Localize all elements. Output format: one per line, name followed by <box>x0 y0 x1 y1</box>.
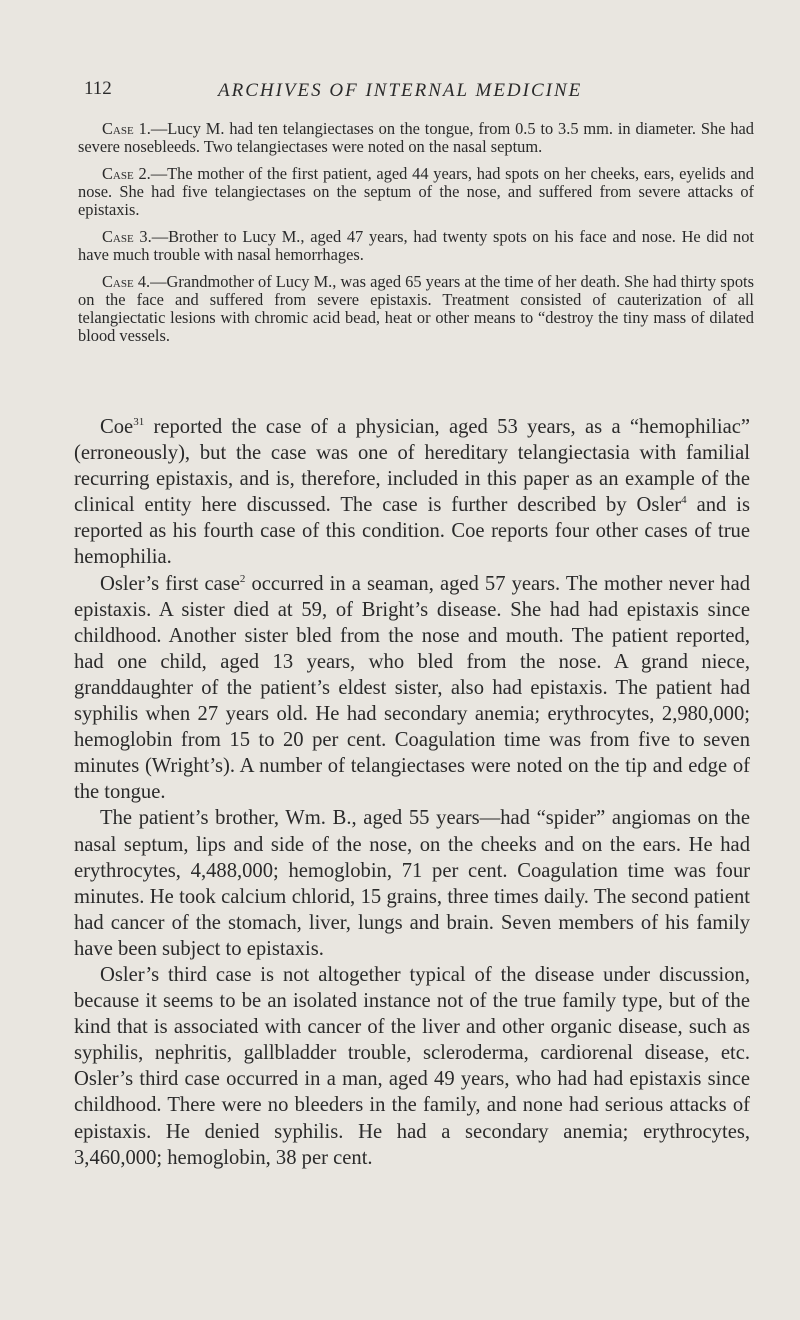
paragraph-text: Coe <box>100 416 134 438</box>
reference-superscript: 2 <box>239 572 246 585</box>
page-number: 112 <box>84 78 112 99</box>
paragraph-osler-third-case <box>74 962 750 1171</box>
case-report <box>78 165 754 219</box>
reference-superscript: 4 <box>681 494 687 507</box>
case-label: Case 3. <box>102 227 152 246</box>
case-label: Case 4. <box>102 272 151 291</box>
case-report <box>78 120 754 156</box>
paragraph-text: occurred in a seaman, aged 57 years. The mother never had epistaxis. A sister died at 59, of Bright’s disease. She had had epistaxis since childhood. Another sister bled from the nose and mouth. The patient reported, had one child, aged 13 years, who bled from the nose. A grand niece, granddaughter of the patient’s eldest sister, also had epistaxis. The patient had syphilis when 27 years old. He had secondary anemia; erythrocytes, 2,980,000; hemoglobin from 15 to 20 per cent. Coagulation time was from five to seven minutes (Wright’s). A number of telangiectases were noted on the tip and edge of the tongue. <box>74 572 751 804</box>
case-text: —The mother of the first patient, aged 44 years, had spots on her cheeks, ears, eyelids and nose. She had five telangiectases on the septum of the nose, and suffered from severe attacks of epistaxis. <box>78 164 755 219</box>
paragraph-osler-first-case <box>74 571 750 806</box>
case-label: Case 2. <box>102 164 151 183</box>
case-report <box>78 273 754 345</box>
paragraph-text: reported the case of a physician, aged 53 years, as a “hemophiliac” (erroneously), but the case was one of hereditary telangiectasia with familial recurring epistaxis, and is, therefore, included in this paper as an example of the clinical entity here discussed. The case is further described by Osler <box>74 416 750 517</box>
paragraph-coe <box>74 414 750 571</box>
paragraph-brother <box>74 805 750 962</box>
paragraph-text: Osler’s third case is not altogether typical of the disease under discussion, because it seems to be an isolated instance not of the true family type, but of the kind that is associated with cancer of the liver and other organic disease, such as syphilis, nephritis, gallbladder trouble, scleroderma, cardiorenal disease, etc. Osler’s third case occurred in a man, aged 49 years, who had had epistaxis since childhood. There were no bleeders in the family, and none had serious attacks of epistaxis. He denied syphilis. He had a secondary anemia; erythrocytes, 3,460,000; hemoglobin, 38 per cent. <box>74 963 750 1169</box>
reference-superscript: 31 <box>133 416 145 429</box>
case-report <box>78 228 754 264</box>
running-title: ARCHIVES OF INTERNAL MEDICINE <box>218 80 583 101</box>
page-header <box>84 78 740 108</box>
paragraph-text: and is reported as his fourth case of this condition. Coe reports four other cases of true hemophilia. <box>74 494 750 569</box>
case-text: —Lucy M. had ten telangiectases on the tongue, from 0.5 to 3.5 mm. in diameter. She had severe nosebleeds. Two telangiectases were noted on the nasal septum. <box>78 119 754 156</box>
case-label: Case 1. <box>102 119 151 138</box>
paragraph-text: Osler’s first case <box>100 572 240 595</box>
body-text <box>74 414 750 1171</box>
case-reports <box>78 120 754 354</box>
case-text: —Brother to Lucy M., aged 47 years, had twenty spots on his face and nose. He did not have much trouble with nasal hemorrhages. <box>78 227 754 264</box>
case-text: —Grandmother of Lucy M., was aged 65 years at the time of her death. She had thirty spots on the face and suffered from severe epistaxis. Treatment consisted of cauterization of all telangiectatic lesions with chromic acid bead, heat or other means to “destroy the tiny mass of dilated blood vessels. <box>78 272 754 345</box>
paragraph-text: The patient’s brother, Wm. B., aged 55 years—had “spider” angiomas on the nasal septum, lips and side of the nose, on the cheeks and on the ears. He had erythrocytes, 4,488,000; hemoglobin, 71 per cent. Coagulation time was four minutes. He took calcium chlorid, 15 grains, three times daily. The second patient had cancer of the stomach, liver, lungs and brain. Seven members of his family have been subject to epistaxis. <box>74 807 750 960</box>
